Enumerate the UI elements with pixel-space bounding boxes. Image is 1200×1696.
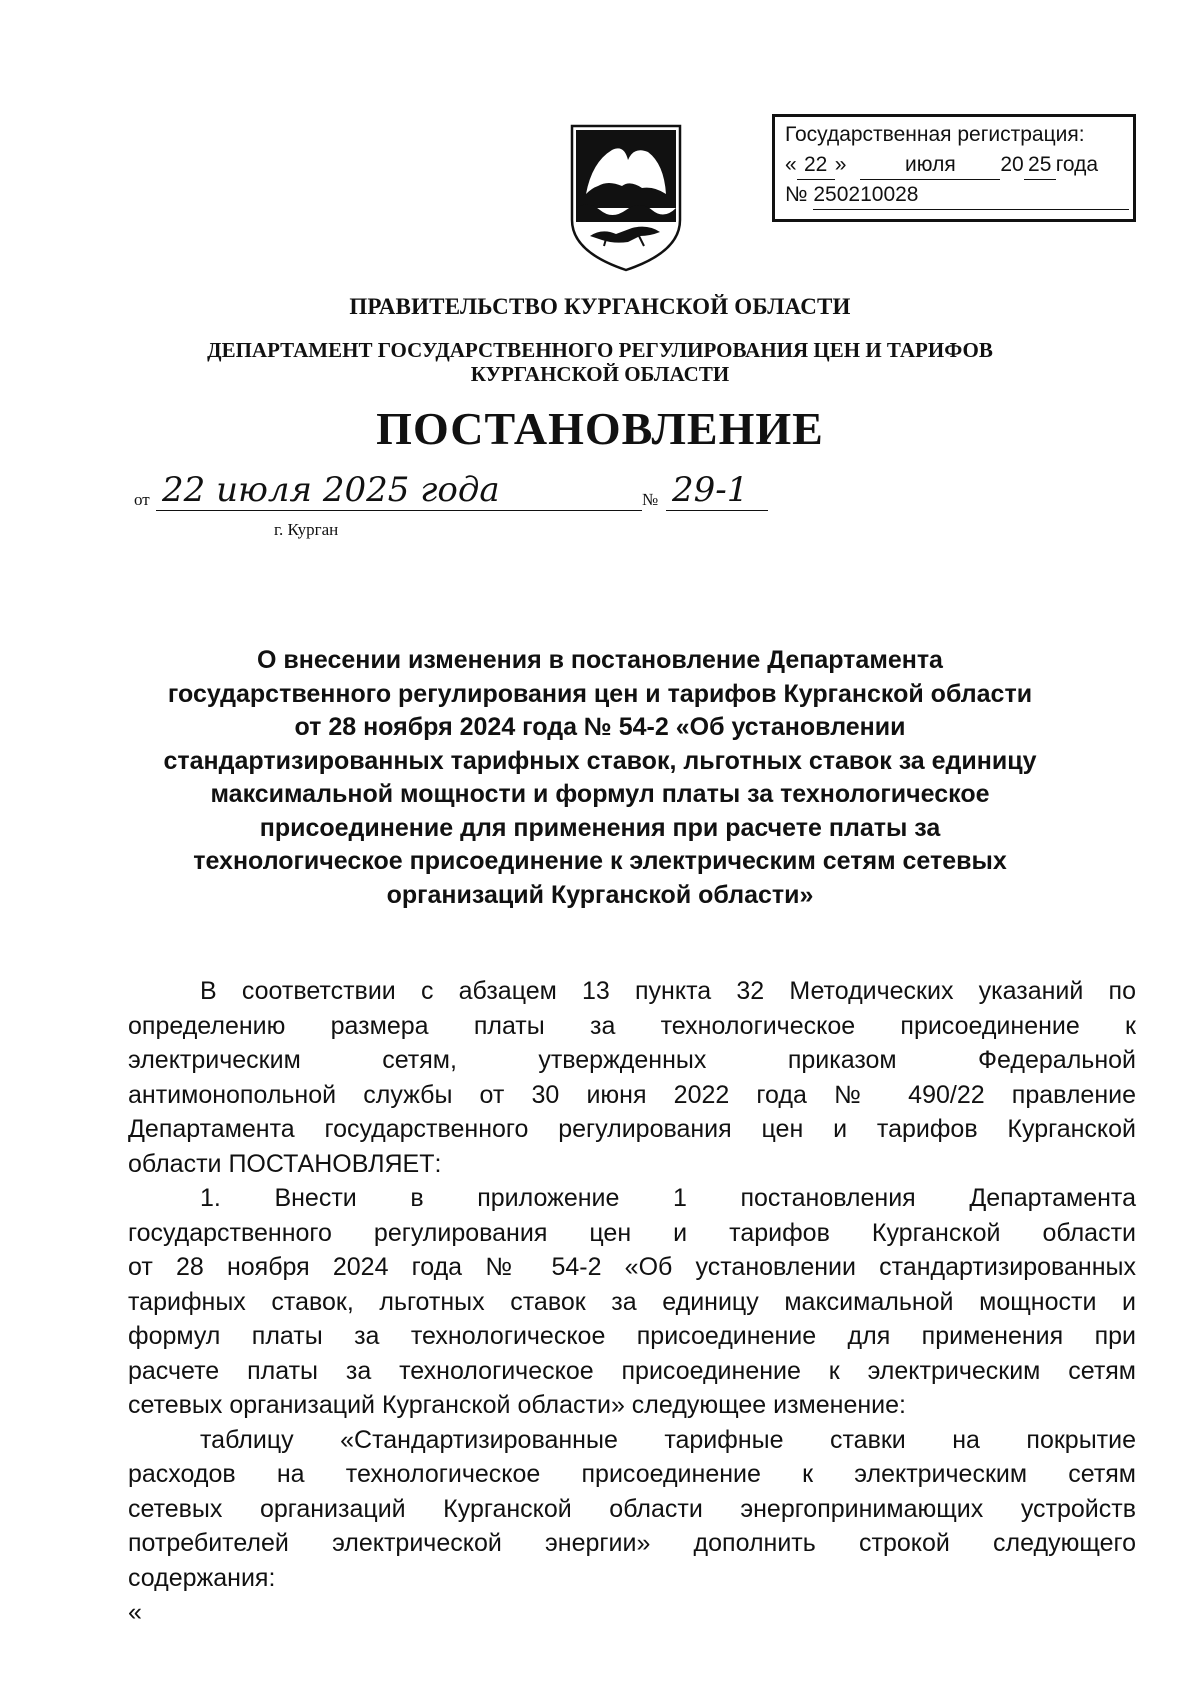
body-line: В соответствии с абзацем 13 пункта 32 Методических указаний по [200,977,1136,1005]
body-line: государственного регулирования цен и тарифов Курганской области [128,1218,1136,1247]
body-line: « [128,1598,142,1626]
body-line: формул платы за технологическое присоединение для применения при [128,1322,1136,1350]
body-line: электрическим сетям, утвержденных приказом Федеральной [128,1046,1136,1074]
body-line: Департамента государственного регулирования цен и тарифов Курганской [128,1115,1136,1143]
body-line: антимонопольной службы от 30 июня 2022 года № 490/22 правление [128,1080,1136,1109]
registration-year-prefix: 20 [1000,153,1024,176]
document-type-title: ПОСТАНОВЛЕНИЕ [376,403,824,454]
subject-line: стандартизированных тарифных ставок, льготных ставок за единицу [163,746,1037,775]
registration-number-value: 250210028 [813,181,1129,210]
number-label: № [642,490,659,509]
registration-year-suffix: 25 [1024,151,1056,180]
from-label: от [134,490,150,509]
body-line: сетевых организаций Курганской области» следующее изменение: [128,1391,906,1419]
body-line: определению размера платы за технологическое присоединение к [128,1011,1136,1040]
registration-day: 22 [797,151,835,180]
document-body [128,974,1136,1630]
coat-of-arms-emblem [568,124,684,274]
department-name-line2: КУРГАНСКОЙ ОБЛАСТИ [470,362,730,386]
subject-line: О внесении изменения в постановление Департамента [257,646,943,674]
registration-stamp [772,114,1136,222]
registration-number: № 250210028 [785,181,1123,211]
registration-year-word: года [1055,153,1099,176]
body-line: расходов на технологическое присоединение к электрическим сетям [128,1460,1136,1488]
body-line: потребителей электрической энергии» дополнить строкой следующего [128,1529,1136,1557]
subject-line: от 28 ноября 2024 года № 54-2 «Об установлении [294,713,906,741]
body-line: области ПОСТАНОВЛЯЕТ: [128,1149,442,1178]
document-subject [0,644,1200,912]
subject-line: государственного регулирования цен и тарифов Курганской области [167,679,1033,708]
department-name-line1: ДЕПАРТАМЕНТ ГОСУДАРСТВЕННОГО РЕГУЛИРОВАНИЯ ЦЕН И ТАРИФОВ [207,338,993,362]
registration-title: Государственная регистрация: [785,123,1085,146]
body-line: расчете платы за технологическое присоединение к электрическим сетям [128,1356,1136,1385]
subject-line: технологическое присоединение к электрическим сетям сетевых [193,847,1007,875]
government-name: ПРАВИТЕЛЬСТВО КУРГАНСКОЙ ОБЛАСТИ [349,294,851,319]
registration-date: « 22 » июля 20 25 года [785,151,1123,181]
handwritten-date: 22 июля 2025 года [156,470,642,511]
subject-line: максимальной мощности и формул платы за технологическое [210,780,990,808]
city-label: г. Курган [274,520,339,539]
body-line: тарифных ставок, льготных ставок за единицу максимальной мощности и [128,1287,1136,1316]
handwritten-number: 29-1 [666,470,768,511]
subject-line: организаций Курганской области» [386,880,814,909]
body-line: содержания: [128,1563,276,1592]
subject-line: присоединение для применения при расчете платы за [259,813,941,842]
body-line: 1. Внести в приложение 1 постановления Департамента [200,1184,1136,1212]
body-line: сетевых организаций Курганской области энергопринимающих устройств [128,1494,1136,1523]
body-line: от 28 ноября 2024 года № 54-2 «Об установлении стандартизированных [128,1253,1136,1281]
body-line: таблицу «Стандартизированные тарифные ставки на покрытие [200,1425,1136,1454]
registration-month: июля [860,151,1000,180]
